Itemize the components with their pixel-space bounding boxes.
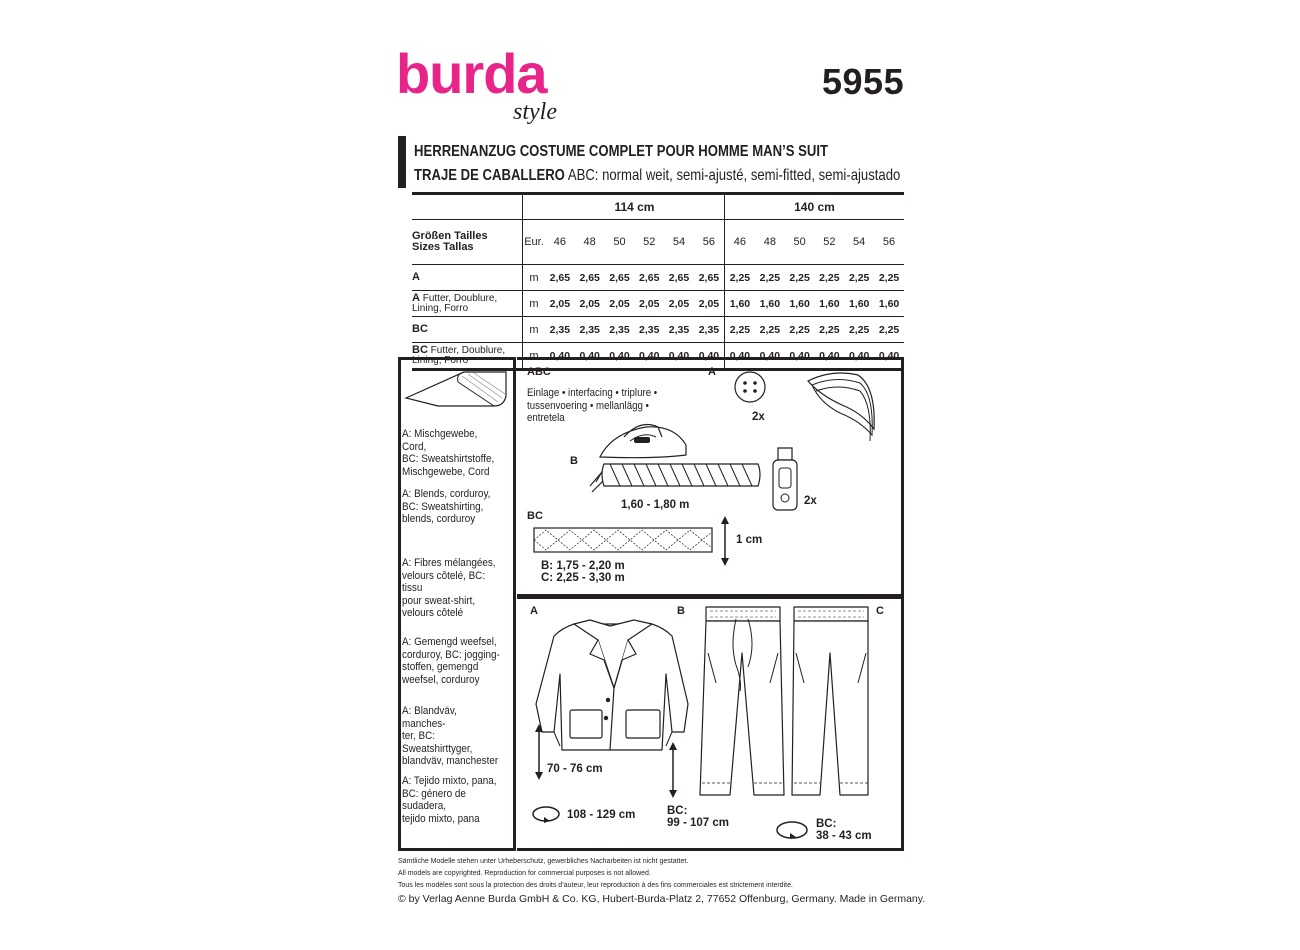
yardage-value: 2,25 [755, 265, 785, 291]
yardage-value: 0,40 [575, 343, 605, 370]
fabric-fr [402, 557, 503, 620]
yardage-value: 2,25 [724, 265, 755, 291]
yardage-row-label [412, 317, 523, 343]
size-cell: 52 [815, 220, 845, 265]
size-cell: 46 [545, 220, 575, 265]
yardage-value: 2,05 [634, 291, 664, 317]
pants-length-arrow-icon [666, 740, 680, 800]
yardage-value: 2,35 [664, 317, 694, 343]
notions-a-label: A [708, 366, 716, 378]
yardage-value: 2,35 [575, 317, 605, 343]
fabric-line: weefsel, corduroy [402, 673, 480, 686]
yardage-value: 2,25 [844, 317, 874, 343]
yardage-value: 2,25 [785, 317, 815, 343]
pants-hem: 38 - 43 cm [816, 830, 872, 842]
footer-fr: Tous les modèles sont sous la protection des droits d’auteur, leur reproduction à des fins commerciales est strictement interdite. [398, 882, 793, 889]
yardage-value: 2,05 [575, 291, 605, 317]
jacket-length-arrow-icon [532, 722, 546, 782]
button-icon [733, 370, 767, 404]
yardage-value: 1,60 [874, 291, 904, 317]
shoulder-pad-icon [802, 365, 882, 447]
cord-stopper-icon [768, 446, 802, 516]
view-letter: A [412, 271, 420, 283]
yardage-value: 2,35 [605, 317, 635, 343]
yardage-table [412, 192, 904, 371]
unit-cell: m [523, 265, 546, 291]
garment-c-label: C [876, 605, 884, 617]
yardage-value: 0,40 [694, 343, 725, 370]
fabric-line: A: Fibres mélangées, [402, 557, 496, 569]
yardage-value: 0,40 [815, 343, 845, 370]
yardage-value: 2,65 [605, 265, 635, 291]
yardage-row [412, 265, 904, 291]
stopper-qty: 2x [804, 495, 817, 507]
unit-header: Eur. [523, 220, 546, 265]
pattern-number: 5955 [822, 61, 905, 102]
brand-logo-sub: style [513, 99, 557, 125]
yardage-value: 2,35 [694, 317, 725, 343]
fabric-line: A: Blends, corduroy, [402, 488, 491, 500]
yardage-value: 2,25 [844, 265, 874, 291]
yardage-value: 0,40 [634, 343, 664, 370]
yardage-value: 2,35 [634, 317, 664, 343]
notions-abc-label: ABC [527, 366, 551, 378]
yardage-value: 1,60 [785, 291, 815, 317]
brand-logo: burda [396, 42, 547, 105]
fabric-width-2: 140 cm [724, 194, 904, 220]
fabric-line: velours côtelé [402, 607, 464, 619]
view-letter: BC [412, 323, 428, 335]
yardage-value: 2,25 [815, 317, 845, 343]
cord-length: 1,60 - 1,80 m [621, 499, 690, 511]
fabric-line: A: Mischgewebe, Cord, [402, 428, 478, 453]
fabric-line: blends, corduroy [402, 513, 476, 525]
elastic-width: 1 cm [736, 534, 763, 546]
unit-cell: m [523, 291, 546, 317]
fabric-bolt-icon [402, 366, 512, 410]
fabric-es [402, 775, 503, 825]
interfacing-line: tussenvoering • mellanlägg • [527, 399, 649, 412]
yardage-value: 2,25 [815, 265, 845, 291]
yardage-value: 2,65 [545, 265, 575, 291]
sizes-label-1: Größen Tailles [412, 230, 488, 242]
yardage-value: 2,65 [634, 265, 664, 291]
yardage-value: 0,40 [724, 343, 755, 370]
yardage-value: 2,05 [605, 291, 635, 317]
interfacing-line: Einlage • interfacing • triplure • [527, 387, 658, 399]
footer-de: Sämtliche Modelle stehen unter Urheberschutz, gewerbliches Nacharbeiten ist nicht gestattet. [398, 858, 689, 865]
title-line-2 [414, 167, 900, 185]
title-rule [398, 136, 406, 188]
fabric-line: A: Tejido mixto, pana, [402, 775, 497, 787]
yardage-value: 1,60 [755, 291, 785, 317]
fabric-line: corduroy, BC: jogging- [402, 648, 500, 661]
fabric-line: tejido mixto, pana [402, 812, 480, 825]
jacket-length: 70 - 76 cm [547, 763, 603, 775]
unit-cell: m [523, 317, 546, 343]
notions-b-label: B [570, 455, 578, 467]
yardage-value: 0,40 [844, 343, 874, 370]
yardage-value: 2,05 [694, 291, 725, 317]
garment-b-label: B [677, 605, 685, 617]
yardage-row [412, 291, 904, 317]
pants-hem-label: BC: [816, 818, 837, 830]
size-cell: 56 [874, 220, 904, 265]
yardage-value: 0,40 [605, 343, 635, 370]
fabric-line: velours côtelé, BC: tissu [402, 569, 486, 594]
yardage-value: 2,25 [874, 265, 904, 291]
size-cell: 54 [844, 220, 874, 265]
yardage-value: 2,65 [664, 265, 694, 291]
view-letter: A [412, 292, 420, 304]
yardage-value: 2,35 [545, 317, 575, 343]
footer-copyright: © by Verlag Aenne Burda GmbH & Co. KG, Hubert-Burda-Platz 2, 77652 Offenburg, Germany. Made in Germany. [398, 893, 926, 905]
fabric-line: A: Blandväv, manches- [402, 705, 457, 730]
pants-length-label: BC: [667, 805, 688, 817]
yardage-row-label [412, 265, 523, 291]
fabric-line: BC: Sweatshirtstoffe, [402, 453, 495, 465]
buttons-qty: 2x [752, 411, 765, 423]
pants-c-illustration [784, 605, 878, 805]
size-cell: 50 [605, 220, 635, 265]
notions-bc-label: BC [527, 510, 543, 522]
yardage-value: 2,05 [545, 291, 575, 317]
title-line-1: HERRENANZUG COSTUME COMPLET POUR HOMME MAN’S SUIT [414, 143, 829, 160]
sizes-label-2: Sizes Tallas [412, 241, 474, 253]
sizes-label [412, 220, 523, 265]
elastic-c: C: 2,25 - 3,30 m [541, 572, 625, 584]
size-cell: 50 [785, 220, 815, 265]
yardage-value: 1,60 [815, 291, 845, 317]
fabric-line: stoffen, gemengd [402, 661, 479, 673]
yardage-row [412, 317, 904, 343]
size-cell: 48 [755, 220, 785, 265]
yardage-value: 0,40 [785, 343, 815, 370]
footer-en: All models are copyrighted. Reproduction for commercial purposes is not allowed. [398, 870, 651, 877]
yardage-value: 1,60 [844, 291, 874, 317]
jacket-chest: 108 - 129 cm [567, 809, 636, 821]
fabric-line: BC: género de sudadera, [402, 787, 466, 812]
fabric-sv [402, 705, 503, 768]
fabric-kind-line2: Lining, Forro [412, 355, 469, 366]
elastic-b: B: 1,75 - 2,20 m [541, 560, 625, 572]
jacket-chest-circle-icon [530, 803, 564, 825]
view-letter: BC [412, 344, 428, 356]
size-cell: 54 [664, 220, 694, 265]
yardage-value: 0,40 [874, 343, 904, 370]
fabric-de [402, 428, 503, 478]
pants-length: 99 - 107 cm [667, 817, 730, 829]
size-cell: 52 [634, 220, 664, 265]
unit-cell: m [523, 343, 546, 370]
yardage-value: 2,25 [724, 317, 755, 343]
size-cell: 56 [694, 220, 725, 265]
fabric-line: pour sweat-shirt, [402, 594, 476, 607]
table-width-row [412, 194, 904, 220]
yardage-value: 2,65 [694, 265, 725, 291]
fabric-line: blandväv, manchester [402, 755, 499, 767]
elastic-icon [532, 524, 716, 556]
fabric-kind: Futter, Doublure, [427, 345, 506, 356]
yardage-value: 1,60 [724, 291, 755, 317]
table-size-row [412, 220, 904, 265]
yardage-value: 0,40 [755, 343, 785, 370]
yardage-value: 2,25 [874, 317, 904, 343]
yardage-value: 0,40 [664, 343, 694, 370]
garment-a-label: A [530, 605, 538, 617]
title-line-2-bold: TRAJE DE CABALLERO [414, 167, 565, 184]
pants-b-illustration [696, 605, 790, 805]
fabric-line: A: Gemengd weefsel, [402, 636, 497, 648]
title-line-2-rest: ABC: normal weit, semi-ajusté, semi-fitted, semi-ajustado [564, 167, 901, 184]
pants-hem-circle-icon [773, 818, 813, 842]
yardage-value: 0,40 [545, 343, 575, 370]
size-cell: 48 [575, 220, 605, 265]
yardage-row-label [412, 291, 523, 317]
yardage-value: 2,65 [575, 265, 605, 291]
fabric-nl [402, 636, 503, 686]
cord-icon [588, 456, 764, 494]
fabric-line: Mischgewebe, Cord [402, 465, 490, 478]
fabric-width-1: 114 cm [545, 194, 724, 220]
fabric-kind: Futter, Doublure, [419, 293, 498, 304]
jacket-illustration [530, 614, 690, 760]
fabric-line: ter, BC: Sweatshirttyger, [402, 730, 473, 755]
yardage-value: 2,25 [755, 317, 785, 343]
fabric-line: BC: Sweatshirting, [402, 500, 484, 513]
elastic-width-arrow-icon [718, 514, 732, 568]
fabric-kind-line2: Lining, Forro [412, 303, 469, 314]
yardage-value: 2,25 [785, 265, 815, 291]
size-cell: 46 [724, 220, 755, 265]
fabric-en [402, 488, 503, 526]
interfacing-line: entretela [527, 412, 565, 424]
yardage-value: 2,05 [664, 291, 694, 317]
